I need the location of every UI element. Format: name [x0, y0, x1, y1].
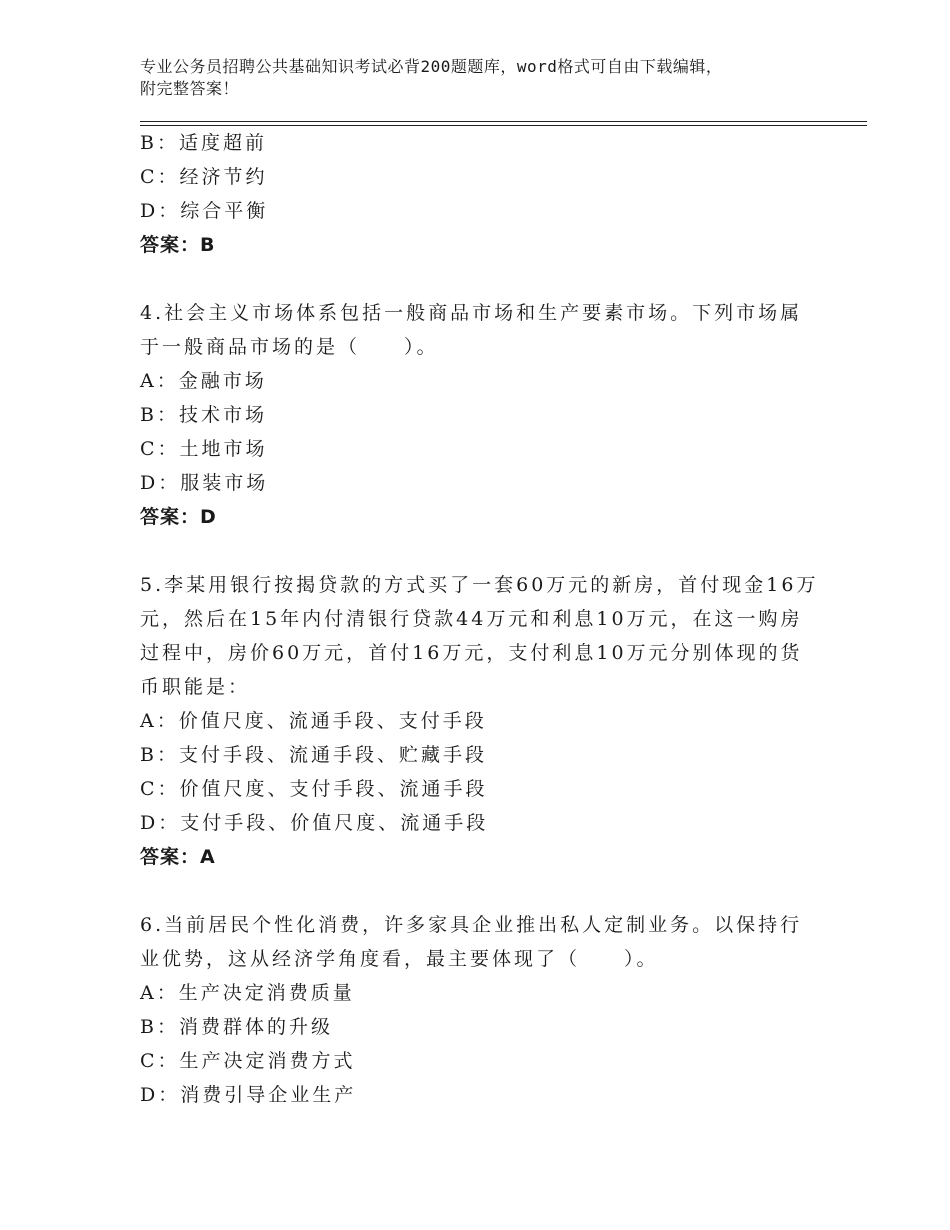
option-a: A：生产决定消费质量 — [140, 982, 355, 1004]
option-c: C：经济节约 — [140, 166, 268, 188]
option-b: B：支付手段、流通手段、贮藏手段 — [140, 744, 487, 766]
option-d: D：消费引导企业生产 — [140, 1084, 357, 1106]
question-stem-line: 于一般商品市场的是（ ）。 — [140, 336, 439, 358]
question-stem-line: 4.社会主义市场体系包括一般商品市场和生产要素市场。下列市场属 — [140, 302, 803, 324]
question-stem-line: 元，然后在15年内付清银行贷款44万元和利息10万元，在这一购房 — [140, 608, 803, 630]
option-a: A：金融市场 — [140, 370, 267, 392]
header-line-1: 专业公务员招聘公共基础知识考试必背200题题库，word格式可自由下载编辑， — [140, 57, 723, 76]
option-c: C：土地市场 — [140, 438, 268, 460]
option-d: D：服装市场 — [140, 472, 269, 494]
question-stem-line: 过程中，房价60万元，首付16万元，支付利息10万元分别体现的货 — [140, 642, 803, 664]
option-c: C：价值尺度、支付手段、流通手段 — [140, 778, 488, 800]
question-stem-line: 6.当前居民个性化消费，许多家具企业推出私人定制业务。以保持行 — [140, 914, 803, 936]
option-b: B：技术市场 — [140, 404, 267, 426]
question-5 — [140, 568, 840, 874]
option-a: A：价值尺度、流通手段、支付手段 — [140, 710, 487, 732]
question-6 — [140, 908, 840, 1112]
question-list — [140, 126, 840, 1112]
page-header — [140, 56, 830, 100]
option-c: C：生产决定消费方式 — [140, 1050, 356, 1072]
answer-label: 答案：A — [140, 846, 216, 868]
answer-label: 答案：D — [140, 506, 217, 528]
option-d: D：支付手段、价值尺度、流通手段 — [140, 812, 489, 834]
question-stem-line: 币职能是： — [140, 676, 251, 698]
question-stem-line: 5.李某用银行按揭贷款的方式买了一套60万元的新房，首付现金16万 — [140, 574, 819, 596]
header-line-2: 附完整答案！ — [140, 79, 240, 98]
option-b: B：适度超前 — [140, 132, 267, 154]
question-stem-line: 业优势，这从经济学角度看，最主要体现了（ ）。 — [140, 948, 659, 970]
option-d: D：综合平衡 — [140, 200, 269, 222]
header-rule-top — [140, 121, 867, 122]
answer-label: 答案：B — [140, 234, 216, 256]
question-4 — [140, 296, 840, 534]
option-b: B：消费群体的升级 — [140, 1016, 333, 1038]
question-3-tail — [140, 126, 840, 262]
